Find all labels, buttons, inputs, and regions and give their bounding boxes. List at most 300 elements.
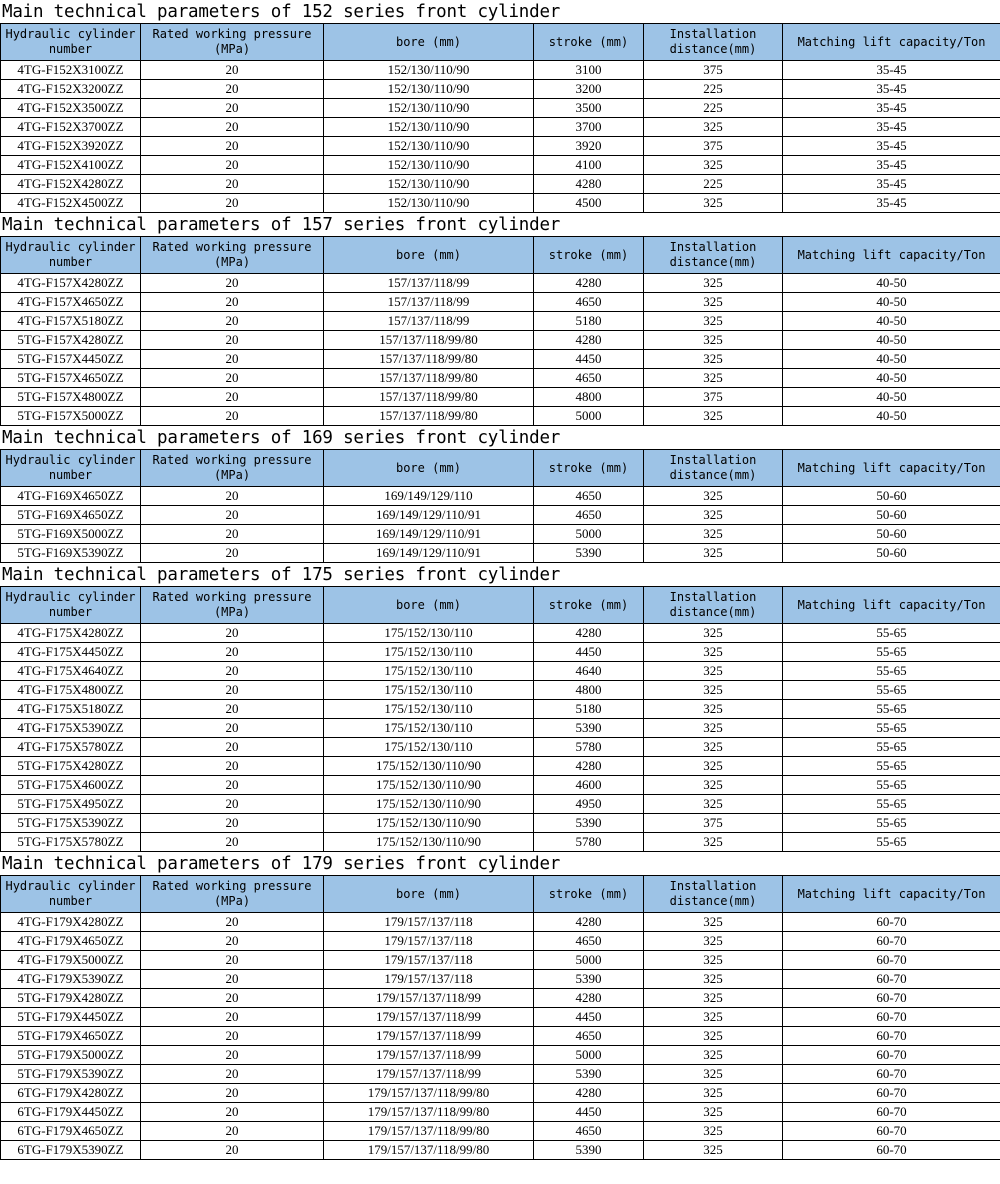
cell-bore: 175/152/130/110/90 (324, 776, 534, 795)
cell-lift-capacity: 55-65 (783, 662, 1000, 681)
cell-stroke: 3500 (534, 99, 644, 118)
cell-installation-distance: 325 (644, 1141, 783, 1160)
cell-cylinder-number: 5TG-F179X5000ZZ (1, 1046, 141, 1065)
cell-bore: 179/157/137/118/99 (324, 989, 534, 1008)
table-row (1, 795, 1000, 814)
cell-stroke: 3700 (534, 118, 644, 137)
cell-rated-pressure: 20 (141, 643, 324, 662)
cell-cylinder-number: 4TG-F152X3500ZZ (1, 99, 141, 118)
cell-bore: 175/152/130/110/90 (324, 757, 534, 776)
cell-rated-pressure: 20 (141, 719, 324, 738)
cell-stroke: 4280 (534, 624, 644, 643)
cell-lift-capacity: 55-65 (783, 738, 1000, 757)
cell-rated-pressure: 20 (141, 274, 324, 293)
table-row (1, 970, 1000, 989)
cell-installation-distance: 325 (644, 1046, 783, 1065)
cell-stroke: 5390 (534, 1065, 644, 1084)
cell-rated-pressure: 20 (141, 989, 324, 1008)
cell-lift-capacity: 35-45 (783, 61, 1000, 80)
cell-lift-capacity: 40-50 (783, 312, 1000, 331)
cell-cylinder-number: 4TG-F179X5000ZZ (1, 951, 141, 970)
header-bore: bore (mm) (324, 876, 534, 913)
cell-rated-pressure: 20 (141, 156, 324, 175)
cell-cylinder-number: 5TG-F175X5390ZZ (1, 814, 141, 833)
cell-cylinder-number: 4TG-F169X4650ZZ (1, 487, 141, 506)
cell-rated-pressure: 20 (141, 951, 324, 970)
cell-rated-pressure: 20 (141, 1122, 324, 1141)
cell-cylinder-number: 5TG-F157X4450ZZ (1, 350, 141, 369)
cell-installation-distance: 325 (644, 1008, 783, 1027)
header-bore: bore (mm) (324, 24, 534, 61)
cell-bore: 169/149/129/110 (324, 487, 534, 506)
cell-stroke: 3200 (534, 80, 644, 99)
cell-cylinder-number: 5TG-F179X4650ZZ (1, 1027, 141, 1046)
cell-installation-distance: 375 (644, 61, 783, 80)
cell-rated-pressure: 20 (141, 194, 324, 213)
cell-cylinder-number: 4TG-F152X3700ZZ (1, 118, 141, 137)
cell-installation-distance: 325 (644, 350, 783, 369)
cell-stroke: 4450 (534, 1008, 644, 1027)
cell-stroke: 5000 (534, 951, 644, 970)
cell-bore: 152/130/110/90 (324, 61, 534, 80)
cell-installation-distance: 325 (644, 293, 783, 312)
cell-installation-distance: 325 (644, 118, 783, 137)
cell-cylinder-number: 5TG-F179X4280ZZ (1, 989, 141, 1008)
cell-stroke: 4450 (534, 1103, 644, 1122)
header-lift-capacity: Matching lift capacity/Ton (783, 24, 1000, 61)
table-row (1, 293, 1000, 312)
cell-bore: 179/157/137/118 (324, 951, 534, 970)
cell-stroke: 4450 (534, 350, 644, 369)
cell-lift-capacity: 35-45 (783, 80, 1000, 99)
cell-installation-distance: 325 (644, 913, 783, 932)
cell-stroke: 5000 (534, 407, 644, 426)
parameters-table (0, 449, 1000, 563)
cell-bore: 152/130/110/90 (324, 99, 534, 118)
cell-cylinder-number: 4TG-F157X5180ZZ (1, 312, 141, 331)
table-row (1, 951, 1000, 970)
cell-lift-capacity: 35-45 (783, 99, 1000, 118)
header-stroke: stroke (mm) (534, 587, 644, 624)
cell-stroke: 4650 (534, 1122, 644, 1141)
cell-installation-distance: 375 (644, 137, 783, 156)
section-title: Main technical parameters of 157 series front cylinder (2, 215, 561, 235)
cell-bore: 157/137/118/99 (324, 274, 534, 293)
cell-bore: 175/152/130/110/90 (324, 814, 534, 833)
cell-rated-pressure: 20 (141, 700, 324, 719)
cell-cylinder-number: 4TG-F152X4280ZZ (1, 175, 141, 194)
cell-lift-capacity: 60-70 (783, 913, 1000, 932)
cell-stroke: 4800 (534, 388, 644, 407)
cell-installation-distance: 325 (644, 369, 783, 388)
cell-stroke: 5390 (534, 814, 644, 833)
table-row (1, 757, 1000, 776)
table-row (1, 175, 1000, 194)
table-row (1, 80, 1000, 99)
cell-stroke: 4950 (534, 795, 644, 814)
cell-rated-pressure: 20 (141, 833, 324, 852)
cell-rated-pressure: 20 (141, 99, 324, 118)
cell-lift-capacity: 50-60 (783, 525, 1000, 544)
cell-bore: 157/137/118/99/80 (324, 407, 534, 426)
cell-lift-capacity: 55-65 (783, 795, 1000, 814)
cell-stroke: 4500 (534, 194, 644, 213)
header-cylinder-number: Hydraulic cylinder number (1, 24, 141, 61)
cell-rated-pressure: 20 (141, 1046, 324, 1065)
table-row (1, 194, 1000, 213)
cell-cylinder-number: 4TG-F179X5390ZZ (1, 970, 141, 989)
cell-installation-distance: 325 (644, 525, 783, 544)
header-lift-capacity: Matching lift capacity/Ton (783, 876, 1000, 913)
table-row (1, 1122, 1000, 1141)
cell-lift-capacity: 60-70 (783, 1027, 1000, 1046)
cell-cylinder-number: 6TG-F179X4650ZZ (1, 1122, 141, 1141)
cell-installation-distance: 325 (644, 795, 783, 814)
cell-lift-capacity: 40-50 (783, 407, 1000, 426)
cell-lift-capacity: 60-70 (783, 1046, 1000, 1065)
cell-installation-distance: 325 (644, 1122, 783, 1141)
cell-installation-distance: 325 (644, 194, 783, 213)
cell-installation-distance: 325 (644, 544, 783, 563)
table-header-row (1, 24, 1000, 61)
header-rated-pressure: Rated working pressure (MPa) (141, 450, 324, 487)
cell-lift-capacity: 55-65 (783, 624, 1000, 643)
cell-lift-capacity: 55-65 (783, 833, 1000, 852)
cell-rated-pressure: 20 (141, 506, 324, 525)
cell-cylinder-number: 4TG-F175X5780ZZ (1, 738, 141, 757)
cell-rated-pressure: 20 (141, 118, 324, 137)
cell-lift-capacity: 35-45 (783, 156, 1000, 175)
cell-installation-distance: 325 (644, 719, 783, 738)
cell-stroke: 5390 (534, 719, 644, 738)
cell-stroke: 5780 (534, 738, 644, 757)
cell-rated-pressure: 20 (141, 662, 324, 681)
cell-lift-capacity: 55-65 (783, 700, 1000, 719)
cell-rated-pressure: 20 (141, 814, 324, 833)
parameters-table (0, 23, 1000, 213)
cell-bore: 175/152/130/110 (324, 662, 534, 681)
cell-bore: 157/137/118/99/80 (324, 388, 534, 407)
cell-lift-capacity: 40-50 (783, 331, 1000, 350)
table-row (1, 388, 1000, 407)
table-row (1, 1046, 1000, 1065)
cell-lift-capacity: 60-70 (783, 1084, 1000, 1103)
table-row (1, 312, 1000, 331)
cell-installation-distance: 225 (644, 175, 783, 194)
cell-lift-capacity: 60-70 (783, 1008, 1000, 1027)
cell-stroke: 5000 (534, 525, 644, 544)
cell-installation-distance: 325 (644, 274, 783, 293)
header-stroke: stroke (mm) (534, 24, 644, 61)
cell-cylinder-number: 5TG-F169X5000ZZ (1, 525, 141, 544)
cell-cylinder-number: 4TG-F152X3200ZZ (1, 80, 141, 99)
table-row (1, 137, 1000, 156)
cell-stroke: 5390 (534, 970, 644, 989)
cell-rated-pressure: 20 (141, 175, 324, 194)
cell-lift-capacity: 40-50 (783, 274, 1000, 293)
cell-rated-pressure: 20 (141, 776, 324, 795)
cell-cylinder-number: 5TG-F157X5000ZZ (1, 407, 141, 426)
table-row (1, 1027, 1000, 1046)
cell-bore: 169/149/129/110/91 (324, 506, 534, 525)
table-row (1, 719, 1000, 738)
cell-cylinder-number: 4TG-F152X3100ZZ (1, 61, 141, 80)
cell-bore: 169/149/129/110/91 (324, 525, 534, 544)
table-row (1, 738, 1000, 757)
cell-stroke: 4280 (534, 757, 644, 776)
table-row (1, 1084, 1000, 1103)
table-row (1, 833, 1000, 852)
cell-stroke: 4650 (534, 369, 644, 388)
cell-rated-pressure: 20 (141, 388, 324, 407)
cell-rated-pressure: 20 (141, 293, 324, 312)
header-bore: bore (mm) (324, 237, 534, 274)
cell-rated-pressure: 20 (141, 624, 324, 643)
cell-rated-pressure: 20 (141, 970, 324, 989)
table-row (1, 624, 1000, 643)
cell-stroke: 4100 (534, 156, 644, 175)
cell-installation-distance: 325 (644, 1065, 783, 1084)
table-row (1, 700, 1000, 719)
cell-cylinder-number: 4TG-F179X4280ZZ (1, 913, 141, 932)
cell-rated-pressure: 20 (141, 80, 324, 99)
cell-bore: 157/137/118/99/80 (324, 350, 534, 369)
cell-rated-pressure: 20 (141, 913, 324, 932)
header-cylinder-number: Hydraulic cylinder number (1, 237, 141, 274)
cell-bore: 179/157/137/118/99/80 (324, 1084, 534, 1103)
cell-cylinder-number: 5TG-F175X4280ZZ (1, 757, 141, 776)
cell-stroke: 5390 (534, 1141, 644, 1160)
cell-bore: 179/157/137/118/99/80 (324, 1141, 534, 1160)
cell-installation-distance: 325 (644, 643, 783, 662)
cell-rated-pressure: 20 (141, 738, 324, 757)
table-row (1, 525, 1000, 544)
cell-bore: 179/157/137/118/99/80 (324, 1122, 534, 1141)
cell-bore: 175/152/130/110/90 (324, 795, 534, 814)
section-title: Main technical parameters of 179 series front cylinder (2, 854, 561, 874)
cell-stroke: 3920 (534, 137, 644, 156)
cell-lift-capacity: 35-45 (783, 194, 1000, 213)
cell-cylinder-number: 5TG-F169X5390ZZ (1, 544, 141, 563)
cell-cylinder-number: 5TG-F157X4280ZZ (1, 331, 141, 350)
cell-cylinder-number: 5TG-F175X5780ZZ (1, 833, 141, 852)
table-row (1, 487, 1000, 506)
cell-lift-capacity: 55-65 (783, 757, 1000, 776)
table-header-row (1, 587, 1000, 624)
cell-stroke: 4640 (534, 662, 644, 681)
cell-installation-distance: 325 (644, 1103, 783, 1122)
cell-stroke: 4600 (534, 776, 644, 795)
cell-lift-capacity: 35-45 (783, 118, 1000, 137)
cell-rated-pressure: 20 (141, 1103, 324, 1122)
cell-lift-capacity: 60-70 (783, 1122, 1000, 1141)
cell-installation-distance: 325 (644, 156, 783, 175)
table-row (1, 61, 1000, 80)
table-row (1, 814, 1000, 833)
cell-rated-pressure: 20 (141, 1027, 324, 1046)
cell-lift-capacity: 40-50 (783, 388, 1000, 407)
parameters-table (0, 875, 1000, 1160)
cell-bore: 152/130/110/90 (324, 175, 534, 194)
cell-bore: 157/137/118/99/80 (324, 331, 534, 350)
cell-lift-capacity: 50-60 (783, 506, 1000, 525)
header-cylinder-number: Hydraulic cylinder number (1, 450, 141, 487)
cell-installation-distance: 325 (644, 932, 783, 951)
cell-cylinder-number: 4TG-F179X4650ZZ (1, 932, 141, 951)
cell-bore: 175/152/130/110 (324, 681, 534, 700)
table-row (1, 331, 1000, 350)
cell-lift-capacity: 60-70 (783, 1141, 1000, 1160)
cell-cylinder-number: 5TG-F157X4800ZZ (1, 388, 141, 407)
cell-cylinder-number: 6TG-F179X5390ZZ (1, 1141, 141, 1160)
cell-rated-pressure: 20 (141, 681, 324, 700)
section-title: Main technical parameters of 152 series front cylinder (2, 2, 561, 22)
cell-installation-distance: 375 (644, 388, 783, 407)
cell-stroke: 4280 (534, 1084, 644, 1103)
cell-lift-capacity: 55-65 (783, 776, 1000, 795)
cell-stroke: 5180 (534, 700, 644, 719)
cell-rated-pressure: 20 (141, 757, 324, 776)
cell-lift-capacity: 55-65 (783, 814, 1000, 833)
header-cylinder-number: Hydraulic cylinder number (1, 876, 141, 913)
cell-bore: 157/137/118/99 (324, 312, 534, 331)
cell-stroke: 4280 (534, 274, 644, 293)
cell-lift-capacity: 35-45 (783, 137, 1000, 156)
header-lift-capacity: Matching lift capacity/Ton (783, 450, 1000, 487)
cell-installation-distance: 325 (644, 331, 783, 350)
cell-lift-capacity: 60-70 (783, 1065, 1000, 1084)
cell-installation-distance: 225 (644, 99, 783, 118)
cell-bore: 152/130/110/90 (324, 194, 534, 213)
cell-bore: 152/130/110/90 (324, 80, 534, 99)
cell-stroke: 4450 (534, 643, 644, 662)
cell-lift-capacity: 60-70 (783, 989, 1000, 1008)
table-row (1, 643, 1000, 662)
table-row (1, 274, 1000, 293)
header-rated-pressure: Rated working pressure (MPa) (141, 24, 324, 61)
cell-lift-capacity: 40-50 (783, 369, 1000, 388)
header-bore: bore (mm) (324, 450, 534, 487)
header-stroke: stroke (mm) (534, 876, 644, 913)
cell-stroke: 4280 (534, 989, 644, 1008)
table-row (1, 913, 1000, 932)
cell-stroke: 5780 (534, 833, 644, 852)
cell-bore: 157/137/118/99/80 (324, 369, 534, 388)
section-title: Main technical parameters of 169 series front cylinder (2, 428, 561, 448)
cell-cylinder-number: 5TG-F169X4650ZZ (1, 506, 141, 525)
cell-cylinder-number: 4TG-F152X4500ZZ (1, 194, 141, 213)
cell-rated-pressure: 20 (141, 932, 324, 951)
cell-rated-pressure: 20 (141, 331, 324, 350)
cell-cylinder-number: 4TG-F157X4650ZZ (1, 293, 141, 312)
cell-installation-distance: 325 (644, 662, 783, 681)
table-row (1, 99, 1000, 118)
cell-installation-distance: 325 (644, 970, 783, 989)
cell-stroke: 4650 (534, 487, 644, 506)
table-row (1, 1065, 1000, 1084)
header-bore: bore (mm) (324, 587, 534, 624)
cell-cylinder-number: 4TG-F175X5390ZZ (1, 719, 141, 738)
cell-stroke: 4280 (534, 331, 644, 350)
cell-bore: 175/152/130/110/90 (324, 833, 534, 852)
header-cylinder-number: Hydraulic cylinder number (1, 587, 141, 624)
cell-installation-distance: 325 (644, 833, 783, 852)
cell-installation-distance: 325 (644, 407, 783, 426)
cell-rated-pressure: 20 (141, 312, 324, 331)
table-row (1, 544, 1000, 563)
cell-rated-pressure: 20 (141, 1141, 324, 1160)
cell-stroke: 4280 (534, 913, 644, 932)
cell-rated-pressure: 20 (141, 137, 324, 156)
cell-cylinder-number: 5TG-F179X4450ZZ (1, 1008, 141, 1027)
cell-installation-distance: 325 (644, 757, 783, 776)
cell-rated-pressure: 20 (141, 61, 324, 80)
cell-bore: 175/152/130/110 (324, 624, 534, 643)
cell-stroke: 4800 (534, 681, 644, 700)
cell-cylinder-number: 5TG-F175X4600ZZ (1, 776, 141, 795)
table-row (1, 662, 1000, 681)
cell-lift-capacity: 60-70 (783, 932, 1000, 951)
cell-stroke: 5000 (534, 1046, 644, 1065)
cell-rated-pressure: 20 (141, 544, 324, 563)
header-stroke: stroke (mm) (534, 237, 644, 274)
header-lift-capacity: Matching lift capacity/Ton (783, 587, 1000, 624)
cell-installation-distance: 375 (644, 814, 783, 833)
table-row (1, 1103, 1000, 1122)
cell-cylinder-number: 4TG-F175X4640ZZ (1, 662, 141, 681)
cell-cylinder-number: 4TG-F152X3920ZZ (1, 137, 141, 156)
cell-installation-distance: 325 (644, 487, 783, 506)
header-installation-distance: Installation distance(mm) (644, 587, 783, 624)
cell-lift-capacity: 35-45 (783, 175, 1000, 194)
cell-lift-capacity: 60-70 (783, 1103, 1000, 1122)
table-row (1, 1008, 1000, 1027)
cell-stroke: 3100 (534, 61, 644, 80)
cell-lift-capacity: 50-60 (783, 487, 1000, 506)
cell-cylinder-number: 4TG-F175X4280ZZ (1, 624, 141, 643)
table-header-row (1, 237, 1000, 274)
cell-installation-distance: 325 (644, 776, 783, 795)
cell-bore: 152/130/110/90 (324, 137, 534, 156)
cell-bore: 179/157/137/118/99 (324, 1065, 534, 1084)
cell-rated-pressure: 20 (141, 525, 324, 544)
table-row (1, 989, 1000, 1008)
cell-bore: 175/152/130/110 (324, 643, 534, 662)
cell-rated-pressure: 20 (141, 1008, 324, 1027)
table-row (1, 350, 1000, 369)
parameters-table (0, 236, 1000, 426)
cell-bore: 152/130/110/90 (324, 156, 534, 175)
cell-stroke: 4650 (534, 1027, 644, 1046)
cell-bore: 179/157/137/118/99 (324, 1046, 534, 1065)
cell-cylinder-number: 4TG-F175X5180ZZ (1, 700, 141, 719)
cell-rated-pressure: 20 (141, 487, 324, 506)
cell-cylinder-number: 6TG-F179X4280ZZ (1, 1084, 141, 1103)
cell-installation-distance: 325 (644, 681, 783, 700)
header-rated-pressure: Rated working pressure (MPa) (141, 876, 324, 913)
cell-installation-distance: 325 (644, 1027, 783, 1046)
cell-stroke: 4650 (534, 293, 644, 312)
cell-installation-distance: 325 (644, 951, 783, 970)
cell-installation-distance: 325 (644, 700, 783, 719)
header-stroke: stroke (mm) (534, 450, 644, 487)
cell-bore: 179/157/137/118/99 (324, 1027, 534, 1046)
cell-bore: 179/157/137/118/99 (324, 1008, 534, 1027)
cell-lift-capacity: 55-65 (783, 681, 1000, 700)
table-header-row (1, 450, 1000, 487)
cell-cylinder-number: 4TG-F175X4450ZZ (1, 643, 141, 662)
section-title: Main technical parameters of 175 series front cylinder (2, 565, 561, 585)
